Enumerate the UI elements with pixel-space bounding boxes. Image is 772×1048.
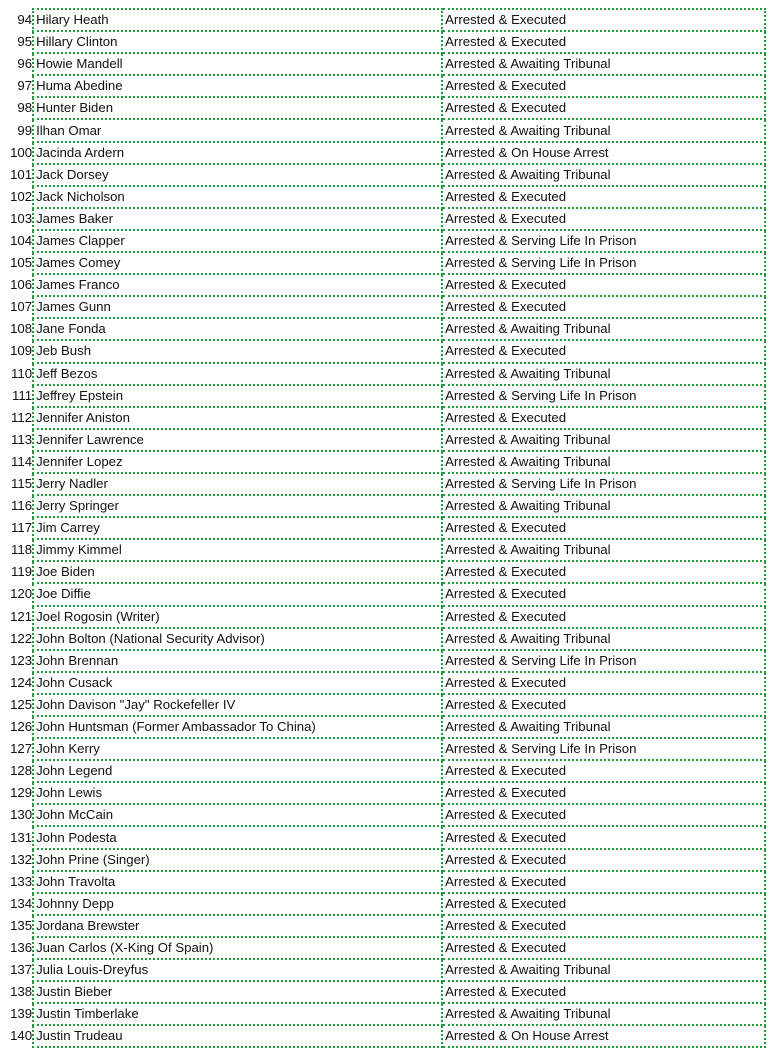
table-row bbox=[0, 583, 765, 605]
name-cell: Jane Fonda bbox=[33, 318, 442, 340]
name-cell: John Bolton (National Security Advisor) bbox=[33, 628, 442, 650]
status-cell: Arrested & Awaiting Tribunal bbox=[442, 429, 765, 451]
table-row bbox=[0, 407, 765, 429]
name-cell: John Kerry bbox=[33, 738, 442, 760]
name-cell: John Huntsman (Former Ambassador To China) bbox=[33, 716, 442, 738]
table-row bbox=[0, 340, 765, 362]
row-number-cell: 129 bbox=[10, 785, 33, 801]
name-cell: John McCain bbox=[33, 804, 442, 826]
row-number-cell: 135 bbox=[10, 917, 33, 933]
status-cell: Arrested & Executed bbox=[442, 606, 765, 628]
table-row bbox=[0, 672, 765, 694]
status-cell: Arrested & Executed bbox=[442, 186, 765, 208]
status-cell: Arrested & Executed bbox=[442, 804, 765, 826]
name-cell: Hillary Clinton bbox=[33, 31, 442, 53]
row-number-cell: 108 bbox=[10, 321, 33, 337]
name-cell: Justin Bieber bbox=[33, 981, 442, 1003]
name-cell: Jack Nicholson bbox=[33, 186, 442, 208]
row-number-cell: 118 bbox=[11, 542, 33, 558]
row-number-cell: 133 bbox=[10, 873, 33, 889]
name-cell: Jeb Bush bbox=[33, 340, 442, 362]
name-cell: John Brennan bbox=[33, 650, 442, 672]
row-number-cell: 106 bbox=[10, 277, 33, 293]
status-cell: Arrested & Executed bbox=[442, 893, 765, 915]
status-cell: Arrested & Executed bbox=[442, 340, 765, 362]
row-number-cell: 97 bbox=[17, 78, 33, 94]
status-cell: Arrested & Executed bbox=[442, 296, 765, 318]
row-number-cell: 107 bbox=[10, 299, 33, 315]
table-row bbox=[0, 1025, 765, 1047]
table-row bbox=[0, 738, 765, 760]
row-number-cell: 112 bbox=[11, 409, 33, 425]
table-row bbox=[0, 561, 765, 583]
status-cell: Arrested & On House Arrest bbox=[442, 1025, 765, 1047]
name-cell: Jack Dorsey bbox=[33, 164, 442, 186]
row-number-cell: 137 bbox=[10, 962, 33, 978]
row-number-cell: 126 bbox=[10, 719, 33, 735]
name-cell: Jerry Springer bbox=[33, 495, 442, 517]
status-cell: Arrested & Awaiting Tribunal bbox=[442, 164, 765, 186]
row-number-cell: 119 bbox=[11, 564, 33, 580]
row-number-cell: 96 bbox=[17, 56, 33, 72]
name-cell: Johnny Depp bbox=[33, 893, 442, 915]
name-cell: Hunter Biden bbox=[33, 97, 442, 119]
status-cell: Arrested & Executed bbox=[442, 915, 765, 937]
row-number-cell: 103 bbox=[10, 210, 33, 226]
name-cell: James Clapper bbox=[33, 230, 442, 252]
name-cell: James Comey bbox=[33, 252, 442, 274]
name-cell: Hilary Heath bbox=[33, 9, 442, 31]
row-number-cell: 109 bbox=[10, 343, 33, 359]
status-cell: Arrested & Executed bbox=[442, 208, 765, 230]
table-row bbox=[0, 252, 765, 274]
status-cell: Arrested & Executed bbox=[442, 561, 765, 583]
status-cell: Arrested & Serving Life In Prison bbox=[442, 738, 765, 760]
row-number-cell: 95 bbox=[17, 34, 33, 50]
table-row bbox=[0, 31, 765, 53]
name-cell: Jacinda Ardern bbox=[33, 142, 442, 164]
status-cell: Arrested & Awaiting Tribunal bbox=[442, 539, 765, 561]
name-cell: Jim Carrey bbox=[33, 517, 442, 539]
status-cell: Arrested & Executed bbox=[442, 672, 765, 694]
row-number-cell: 111 bbox=[12, 387, 33, 403]
table-body bbox=[0, 9, 765, 1047]
row-number-cell: 100 bbox=[10, 144, 33, 160]
table-row bbox=[0, 539, 765, 561]
status-cell: Arrested & Awaiting Tribunal bbox=[442, 716, 765, 738]
row-number-cell: 132 bbox=[10, 851, 33, 867]
status-cell: Arrested & Executed bbox=[442, 981, 765, 1003]
status-cell: Arrested & Executed bbox=[442, 31, 765, 53]
row-number-cell: 138 bbox=[10, 984, 33, 1000]
row-number-cell: 105 bbox=[10, 255, 33, 271]
status-cell: Arrested & Awaiting Tribunal bbox=[442, 628, 765, 650]
status-cell: Arrested & Serving Life In Prison bbox=[442, 650, 765, 672]
name-cell: James Franco bbox=[33, 274, 442, 296]
table-row bbox=[0, 230, 765, 252]
name-cell: Jimmy Kimmel bbox=[33, 539, 442, 561]
name-cell: Joe Biden bbox=[33, 561, 442, 583]
status-cell: Arrested & Executed bbox=[442, 694, 765, 716]
table-row bbox=[0, 9, 765, 31]
name-cell: Jennifer Lopez bbox=[33, 451, 442, 473]
table-row bbox=[0, 119, 765, 141]
status-cell: Arrested & Executed bbox=[442, 9, 765, 31]
name-cell: Howie Mandell bbox=[33, 53, 442, 75]
status-cell: Arrested & Executed bbox=[442, 97, 765, 119]
name-cell: James Baker bbox=[33, 208, 442, 230]
name-cell: Joel Rogosin (Writer) bbox=[33, 606, 442, 628]
table-row bbox=[0, 97, 765, 119]
table-row bbox=[0, 517, 765, 539]
row-number-cell: 134 bbox=[10, 895, 33, 911]
row-number-cell: 127 bbox=[10, 741, 33, 757]
table-row bbox=[0, 385, 765, 407]
status-cell: Arrested & Awaiting Tribunal bbox=[442, 318, 765, 340]
name-cell: Jennifer Aniston bbox=[33, 407, 442, 429]
spreadsheet bbox=[0, 8, 772, 1048]
name-status-table bbox=[0, 8, 766, 1048]
row-number-cell: 117 bbox=[11, 520, 33, 536]
name-cell: James Gunn bbox=[33, 296, 442, 318]
name-cell: John Davison "Jay" Rockefeller IV bbox=[33, 694, 442, 716]
table-row bbox=[0, 782, 765, 804]
status-cell: Arrested & Executed bbox=[442, 274, 765, 296]
table-row bbox=[0, 142, 765, 164]
row-number-cell: 139 bbox=[10, 1006, 33, 1022]
name-cell: John Prine (Singer) bbox=[33, 849, 442, 871]
status-cell: Arrested & Serving Life In Prison bbox=[442, 385, 765, 407]
row-number-cell: 114 bbox=[11, 453, 33, 469]
name-cell: John Travolta bbox=[33, 871, 442, 893]
row-number-cell: 121 bbox=[10, 608, 33, 624]
table-row bbox=[0, 208, 765, 230]
table-row bbox=[0, 849, 765, 871]
table-row bbox=[0, 628, 765, 650]
status-cell: Arrested & Executed bbox=[442, 826, 765, 848]
row-number-cell: 124 bbox=[10, 674, 33, 690]
status-cell: Arrested & Serving Life In Prison bbox=[442, 252, 765, 274]
name-cell: Huma Abedine bbox=[33, 75, 442, 97]
row-number-cell: 125 bbox=[10, 696, 33, 712]
row-number-cell: 131 bbox=[10, 829, 33, 845]
status-cell: Arrested & Awaiting Tribunal bbox=[442, 363, 765, 385]
table-row bbox=[0, 716, 765, 738]
table-row bbox=[0, 981, 765, 1003]
status-cell: Arrested & Awaiting Tribunal bbox=[442, 119, 765, 141]
row-number-cell: 104 bbox=[10, 232, 33, 248]
status-cell: Arrested & Executed bbox=[442, 517, 765, 539]
table-row bbox=[0, 186, 765, 208]
table-row bbox=[0, 363, 765, 385]
status-cell: Arrested & Executed bbox=[442, 937, 765, 959]
name-cell: Ilhan Omar bbox=[33, 119, 442, 141]
name-cell: Joe Diffie bbox=[33, 583, 442, 605]
table-row bbox=[0, 274, 765, 296]
row-number-cell: 123 bbox=[10, 652, 33, 668]
row-number-cell: 94 bbox=[17, 12, 33, 28]
name-cell: Julia Louis-Dreyfus bbox=[33, 959, 442, 981]
name-cell: Juan Carlos (X-King Of Spain) bbox=[33, 937, 442, 959]
row-number-cell: 98 bbox=[17, 100, 33, 116]
row-number-cell: 116 bbox=[11, 498, 33, 514]
name-cell: Jeff Bezos bbox=[33, 363, 442, 385]
table-row bbox=[0, 164, 765, 186]
status-cell: Arrested & Executed bbox=[442, 871, 765, 893]
row-number-cell: 113 bbox=[11, 431, 33, 447]
table-row bbox=[0, 650, 765, 672]
table-row bbox=[0, 75, 765, 97]
table-row bbox=[0, 915, 765, 937]
table-row bbox=[0, 694, 765, 716]
table-row bbox=[0, 53, 765, 75]
status-cell: Arrested & Serving Life In Prison bbox=[442, 230, 765, 252]
name-cell: Jerry Nadler bbox=[33, 473, 442, 495]
row-number-cell: 115 bbox=[11, 476, 33, 492]
row-number-cell: 110 bbox=[11, 365, 33, 381]
table-row bbox=[0, 606, 765, 628]
row-number-cell: 101 bbox=[10, 166, 33, 182]
table-row bbox=[0, 871, 765, 893]
status-cell: Arrested & Awaiting Tribunal bbox=[442, 1003, 765, 1025]
row-number-cell: 122 bbox=[10, 630, 33, 646]
table-row bbox=[0, 451, 765, 473]
status-cell: Arrested & Serving Life In Prison bbox=[442, 473, 765, 495]
row-number-cell: 130 bbox=[10, 807, 33, 823]
name-cell: John Legend bbox=[33, 760, 442, 782]
status-cell: Arrested & Awaiting Tribunal bbox=[442, 495, 765, 517]
name-cell: Jordana Brewster bbox=[33, 915, 442, 937]
status-cell: Arrested & Executed bbox=[442, 407, 765, 429]
name-cell: Jennifer Lawrence bbox=[33, 429, 442, 451]
name-cell: Jeffrey Epstein bbox=[33, 385, 442, 407]
row-number-cell: 136 bbox=[10, 939, 33, 955]
table-row bbox=[0, 937, 765, 959]
status-cell: Arrested & Executed bbox=[442, 782, 765, 804]
row-number-cell: 99 bbox=[17, 122, 33, 138]
table-row bbox=[0, 826, 765, 848]
table-row bbox=[0, 1003, 765, 1025]
table-row bbox=[0, 760, 765, 782]
name-cell: Justin Trudeau bbox=[33, 1025, 442, 1047]
table-row bbox=[0, 804, 765, 826]
table-row bbox=[0, 959, 765, 981]
status-cell: Arrested & Executed bbox=[442, 849, 765, 871]
row-number-cell: 102 bbox=[10, 188, 33, 204]
row-number-cell: 128 bbox=[10, 763, 33, 779]
status-cell: Arrested & Executed bbox=[442, 583, 765, 605]
status-cell: Arrested & Executed bbox=[442, 760, 765, 782]
name-cell: John Lewis bbox=[33, 782, 442, 804]
row-number-cell: 140 bbox=[10, 1028, 33, 1044]
status-cell: Arrested & Awaiting Tribunal bbox=[442, 959, 765, 981]
table-row bbox=[0, 495, 765, 517]
table-row bbox=[0, 318, 765, 340]
name-cell: John Cusack bbox=[33, 672, 442, 694]
name-cell: John Podesta bbox=[33, 826, 442, 848]
table-row bbox=[0, 893, 765, 915]
status-cell: Arrested & On House Arrest bbox=[442, 142, 765, 164]
row-number-cell: 120 bbox=[10, 586, 33, 602]
table-row bbox=[0, 473, 765, 495]
table-row bbox=[0, 296, 765, 318]
name-cell: Justin Timberlake bbox=[33, 1003, 442, 1025]
status-cell: Arrested & Awaiting Tribunal bbox=[442, 451, 765, 473]
status-cell: Arrested & Executed bbox=[442, 75, 765, 97]
table-row bbox=[0, 429, 765, 451]
status-cell: Arrested & Awaiting Tribunal bbox=[442, 53, 765, 75]
